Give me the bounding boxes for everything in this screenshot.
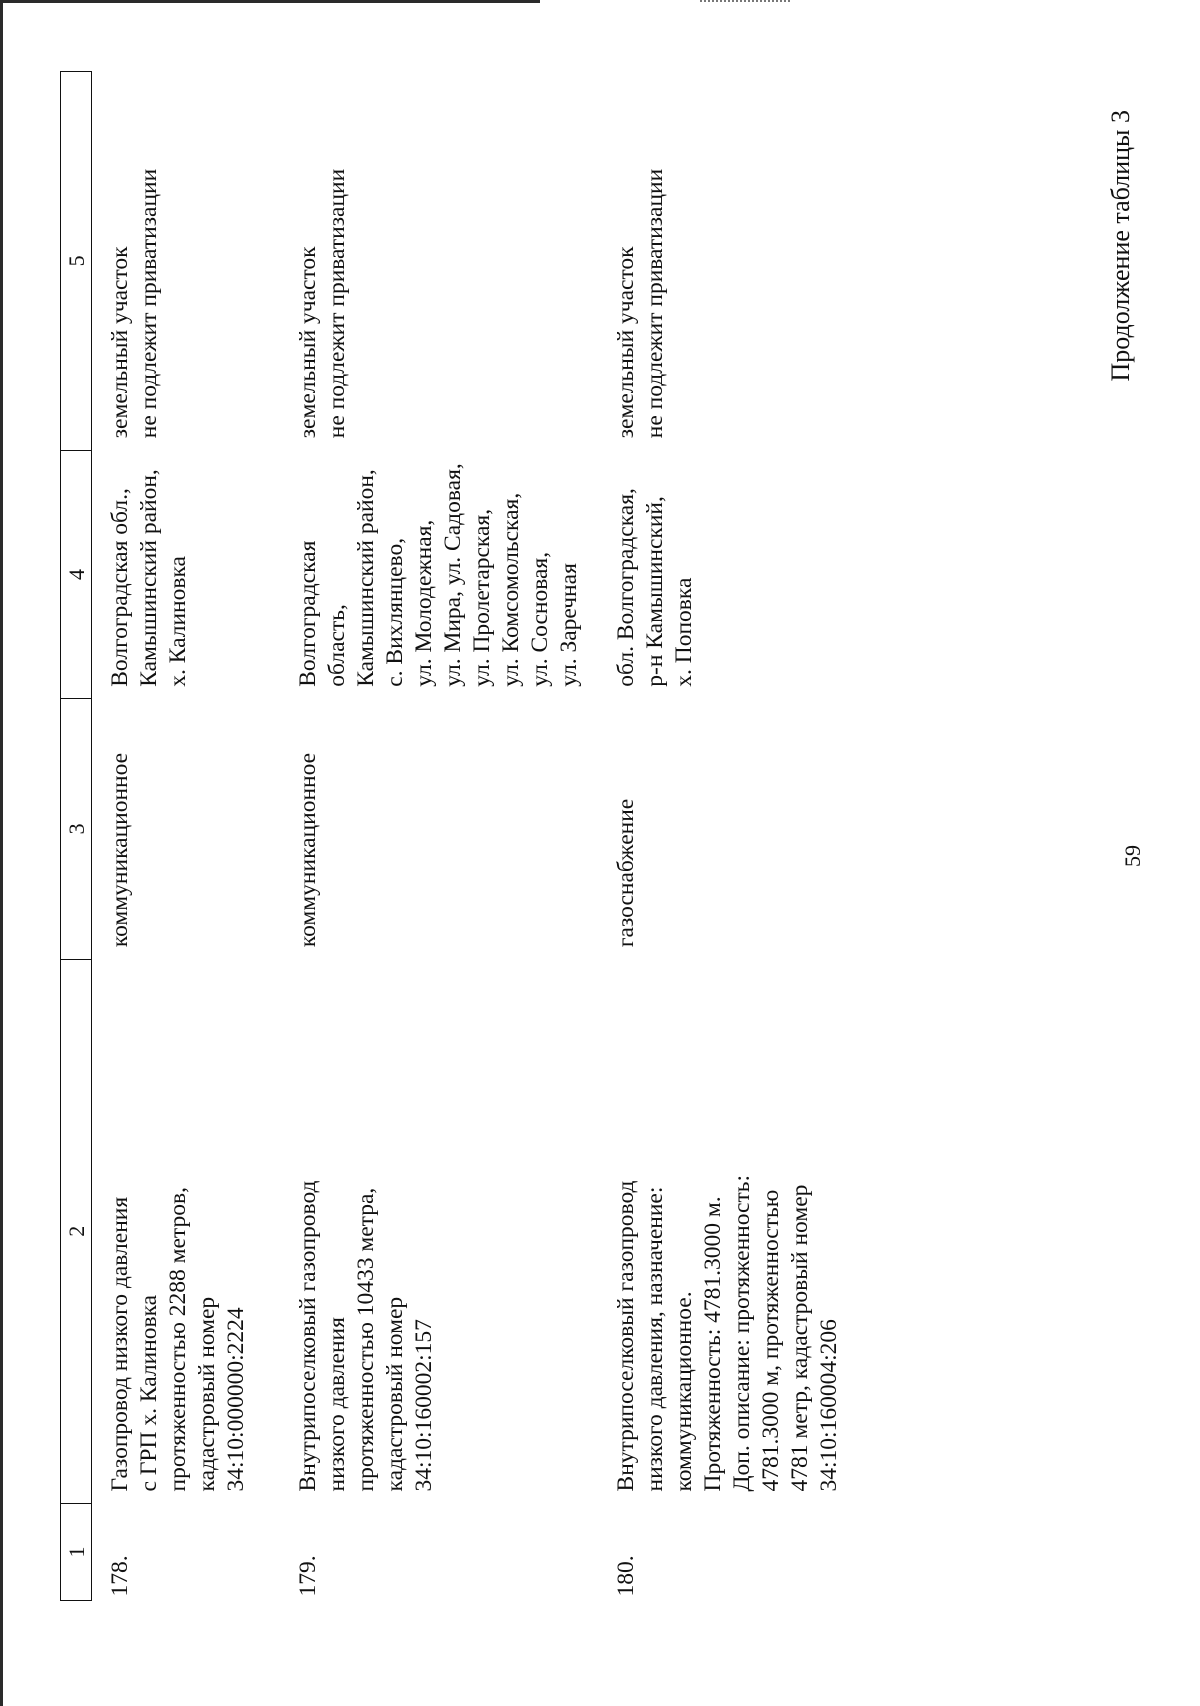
table-row	[276, 72, 594, 1601]
note-cell-line: не подлежит приватизации	[642, 168, 668, 439]
note-cell	[276, 72, 594, 451]
object-name-cell-line: низкого давления	[324, 1317, 350, 1492]
column-header-5: 5	[61, 72, 92, 451]
note-cell	[92, 72, 277, 451]
object-name-cell-line: Внутрипоселковый газопровод	[613, 1180, 639, 1492]
address-cell-line: обл. Волгоградская,	[613, 488, 639, 687]
column-header-2: 2	[61, 959, 92, 1503]
address-cell-line: ул. Пролетарская,	[469, 508, 495, 687]
address-cell-line: ул. Мира, ул. Садовая,	[440, 463, 466, 687]
note-cell-line: не подлежит приватизации	[136, 168, 162, 439]
data-table	[60, 71, 872, 1601]
column-header-3: 3	[61, 699, 92, 959]
object-name-cell-line: Газопровод низкого давления	[107, 1196, 133, 1492]
object-name-cell-line: кадастровый номер	[382, 1296, 408, 1492]
object-name-cell-line: 34:10:160002:157	[411, 1319, 437, 1492]
object-name-cell-line: низкого давления, назначение:	[642, 1186, 668, 1492]
row-number: 179.	[295, 1555, 321, 1597]
object-name-cell-line: 4781.3000 м, протяженностью	[758, 1189, 784, 1492]
address-cell	[276, 450, 594, 699]
address-cell-line: х. Калиновка	[165, 556, 191, 687]
note-cell-line: земельный участок	[295, 246, 321, 439]
column-header-1: 1	[61, 1503, 92, 1600]
row-number: 178.	[107, 1555, 133, 1597]
address-cell-line: Волгоградская область,	[295, 540, 350, 687]
address-cell-line: ул. Заречная	[556, 563, 582, 687]
address-cell	[92, 450, 277, 699]
object-name-cell-line: 34:10:160004:206	[816, 1319, 842, 1492]
note-cell-line: земельный участок	[107, 246, 133, 439]
object-name-cell-line: с ГРП х. Калиновка	[136, 1294, 162, 1492]
purpose-cell: коммуникационное	[107, 752, 133, 948]
object-name-cell-line: Внутрипоселковый газопровод	[295, 1180, 321, 1492]
table-row	[594, 72, 872, 1601]
address-cell-line: с. Вихлянцево,	[382, 537, 408, 687]
note-cell	[594, 72, 872, 451]
address-cell-line: ул. Сосновая,	[527, 551, 553, 687]
object-name-cell-line: Доп. описание: протяженность:	[729, 1174, 755, 1492]
page-number: 59	[1120, 845, 1145, 867]
object-name-cell-line: кадастровый номер	[194, 1296, 220, 1492]
column-header-4: 4	[61, 450, 92, 699]
header-row	[61, 72, 92, 1601]
note-cell-line: не подлежит приватизации	[324, 168, 350, 439]
object-name-cell-line: протяженностью 10433 метра,	[353, 1187, 379, 1492]
object-name-cell	[594, 959, 872, 1503]
address-cell-line: Камышинский район,	[136, 469, 162, 687]
address-cell-line: Волгоградская обл.,	[107, 488, 133, 687]
row-number: 180.	[613, 1555, 639, 1597]
table-row	[92, 72, 277, 1601]
purpose-cell: коммуникационное	[295, 752, 321, 948]
object-name-cell-line: протяженностью 2288 метров,	[165, 1187, 191, 1492]
address-cell-line: ул. Комсомольская,	[498, 492, 524, 687]
address-cell-line: ул. Молодежная,	[411, 519, 437, 687]
object-name-cell	[276, 959, 594, 1503]
purpose-cell: газоснабжение	[613, 798, 639, 948]
note-cell-line: земельный участок	[613, 246, 639, 439]
address-cell-line: х. Поповка	[671, 577, 697, 687]
object-name-cell-line: 34:10:000000:2224	[223, 1307, 249, 1492]
object-name-cell-line: коммуникационное.	[671, 1291, 697, 1492]
address-cell-line: Камышинский район,	[353, 469, 379, 687]
object-name-cell-line: 4781 метр, кадастровый номер	[787, 1184, 813, 1492]
object-name-cell-line: Протяженность: 4781.3000 м.	[700, 1196, 726, 1492]
address-cell	[594, 450, 872, 699]
object-name-cell	[92, 959, 277, 1503]
table-caption: Продолжение таблицы 3	[1106, 110, 1135, 382]
address-cell-line: р-н Камышинский,	[642, 496, 668, 687]
table-container	[60, 71, 872, 1601]
